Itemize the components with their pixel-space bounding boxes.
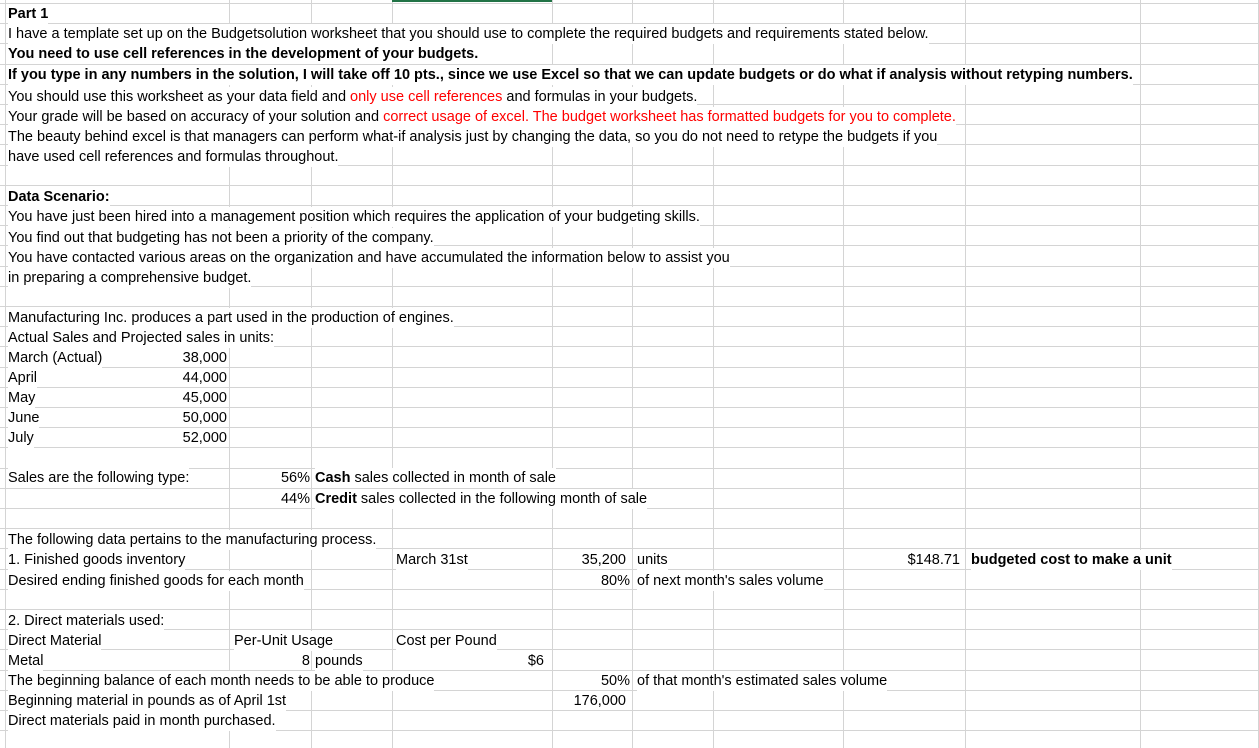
metal-cost[interactable]: $6 (527, 653, 544, 669)
intro-line-4[interactable] (8, 87, 697, 107)
metal-usage[interactable]: 8 (301, 653, 310, 669)
cash-word: Cash (315, 470, 351, 486)
sales-units-cell[interactable]: 38,000 (182, 350, 227, 366)
dm-col-header[interactable]: Direct Material (8, 633, 102, 649)
metal-label[interactable]: Metal (8, 653, 44, 669)
intro-line-4-c: and formulas in your budgets. (502, 89, 698, 105)
metal-unit[interactable]: pounds (315, 653, 363, 669)
intro-line-4-a: You should use this worksheet as your data field and (8, 89, 351, 105)
fg-label[interactable]: 1. Finished goods inventory (8, 552, 186, 568)
scenario-heading[interactable]: Data Scenario: (8, 189, 110, 205)
sales-units-cell[interactable]: 50,000 (182, 410, 227, 426)
active-cell-indicator (392, 0, 552, 2)
cash-desc: sales collected in month of sale (350, 470, 556, 486)
desired-fg-desc[interactable]: of next month's sales volume (637, 573, 824, 589)
desired-fg-pct[interactable]: 80% (600, 573, 630, 589)
intro-line-1[interactable]: I have a template set up on the Budgetsolution worksheet that you should use to complete the required budgets and requirements stated below. (8, 26, 929, 42)
cash-desc-cell[interactable] (315, 468, 556, 488)
dm-col-header[interactable]: Per-Unit Usage (234, 633, 334, 649)
credit-word: Credit (315, 491, 357, 507)
mfg-intro[interactable]: The following data pertains to the manufacturing process. (8, 532, 377, 548)
intro-line-2[interactable]: You need to use cell references in the development of your budgets. (8, 46, 479, 62)
scenario-line-4[interactable]: in preparing a comprehensive budget. (8, 270, 252, 286)
sales-month-cell[interactable]: May (8, 390, 36, 406)
scenario-line-1[interactable]: You have just been hired into a management position which requires the application of your budgeting skills. (8, 209, 700, 225)
intro-line-3[interactable]: If you type in any numbers in the solution, I will take off 10 pts., since we use Excel so that we can update budgets or do what if analysis without retyping numbers. (8, 67, 1133, 83)
sales-units-cell[interactable]: 45,000 (182, 390, 227, 406)
credit-pct-cell[interactable]: 44% (280, 491, 310, 507)
intro-line-5-highlight: correct usage of excel. The budget worksheet has formatted budgets for you to complete. (383, 109, 956, 125)
credit-desc-cell[interactable] (315, 489, 647, 509)
unit-cost[interactable]: $148.71 (907, 552, 960, 568)
intro-line-7[interactable]: have used cell references and formulas throughout. (8, 149, 339, 165)
intro-line-6[interactable]: The beauty behind excel is that managers can perform what-if analysis just by changing the data, so you do not need to retype the budgets if you (8, 129, 938, 145)
sales-month-cell[interactable]: March (Actual) (8, 350, 103, 366)
sales-month-cell[interactable]: July (8, 430, 34, 446)
beg-balance-desc[interactable]: of that month's estimated sales volume (637, 673, 888, 689)
intro-line-4-highlight: only use cell references (350, 89, 503, 105)
sales-line-1[interactable]: Manufacturing Inc. produces a part used in the production of engines. (8, 310, 454, 326)
sales-units-cell[interactable]: 44,000 (182, 370, 227, 386)
fg-date[interactable]: March 31st (396, 552, 468, 568)
cash-pct-cell[interactable]: 56% (280, 470, 310, 486)
beg-balance-pct[interactable]: 50% (600, 673, 630, 689)
sales-month-cell[interactable]: June (8, 410, 40, 426)
dm-label[interactable]: 2. Direct materials used: (8, 613, 165, 629)
unit-cost-label[interactable]: budgeted cost to make a unit (971, 552, 1172, 568)
beg-material-value[interactable]: 176,000 (573, 693, 626, 709)
sales-type-label[interactable]: Sales are the following type: (8, 470, 190, 486)
desired-fg-label[interactable]: Desired ending finished goods for each month (8, 573, 304, 589)
beg-material-label[interactable]: Beginning material in pounds as of April 1st (8, 693, 287, 709)
sales-month-cell[interactable]: April (8, 370, 38, 386)
dm-col-header[interactable]: Cost per Pound (396, 633, 497, 649)
fg-units-label[interactable]: units (637, 552, 668, 568)
part-title[interactable]: Part 1 (8, 6, 49, 22)
credit-desc: sales collected in the following month of sale (356, 491, 648, 507)
scenario-line-3[interactable]: You have contacted various areas on the organization and have accumulated the information below to assist you (8, 250, 730, 266)
beg-balance-label[interactable]: The beginning balance of each month needs to be able to produce (8, 673, 435, 689)
fg-units[interactable]: 35,200 (581, 552, 626, 568)
sales-units-cell[interactable]: 52,000 (182, 430, 227, 446)
intro-line-5[interactable] (8, 107, 956, 127)
sales-line-2[interactable]: Actual Sales and Projected sales in units: (8, 330, 274, 346)
intro-line-5-a: Your grade will be based on accuracy of your solution and (8, 109, 384, 125)
paid-label[interactable]: Direct materials paid in month purchased. (8, 713, 276, 729)
scenario-line-2[interactable]: You find out that budgeting has not been a priority of the company. (8, 230, 434, 246)
